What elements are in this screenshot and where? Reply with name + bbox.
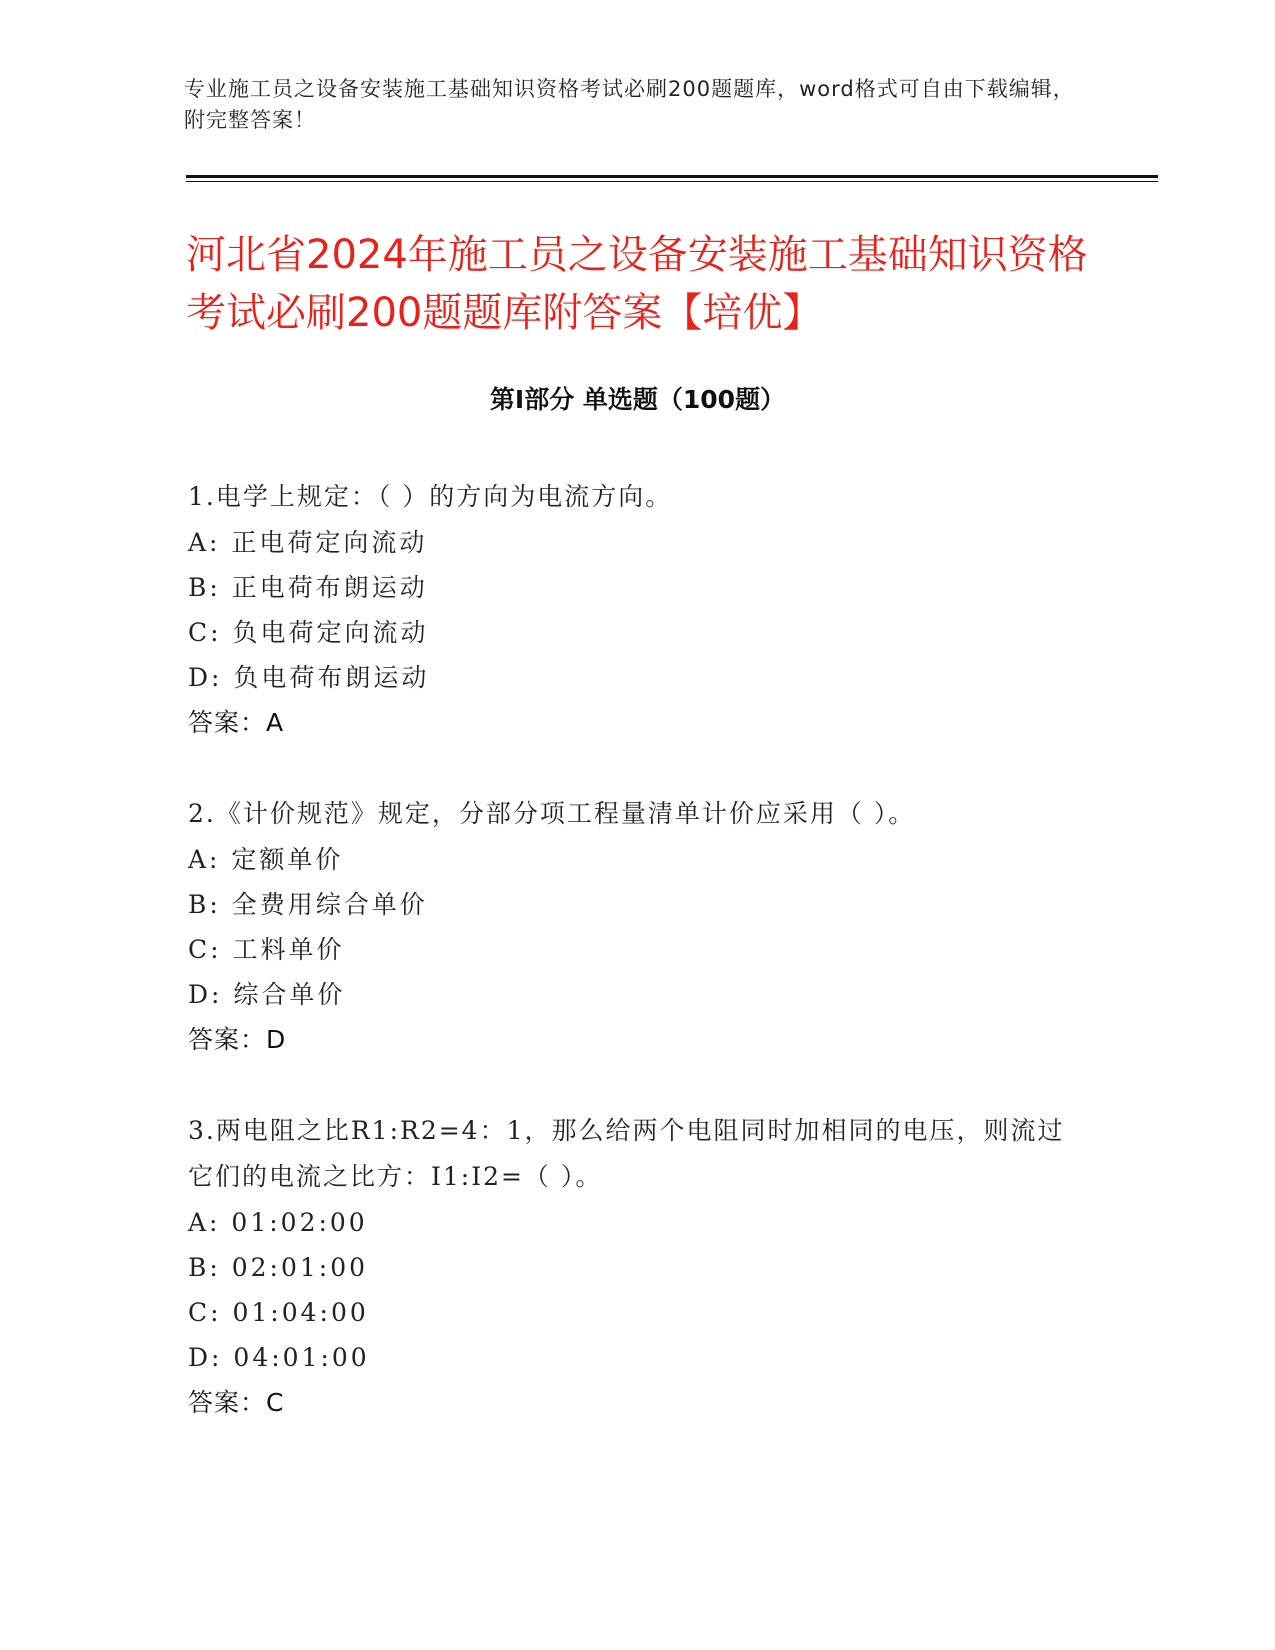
question-3	[188, 1108, 1088, 1426]
option-b: B: 正电荷布朗运动	[188, 573, 428, 602]
answer: 答案：C	[188, 1388, 285, 1417]
option-a: A: 定额单价	[188, 845, 344, 874]
question-2	[188, 791, 1088, 1063]
question-stem: 1.电学上规定：（ ）的方向为电流方向。	[188, 482, 673, 511]
header-note: 专业施工员之设备安装施工基础知识资格考试必刷200题题库，word格式可自由下载编辑，附完整答案！	[184, 77, 1075, 132]
option-d: D: 综合单价	[188, 980, 346, 1009]
option-b: B: 全费用综合单价	[188, 890, 428, 919]
header-divider-thick	[186, 175, 1158, 178]
option-a: A: 正电荷定向流动	[188, 528, 428, 557]
option-c: C: 01:04:00	[188, 1298, 369, 1327]
option-c: C: 工料单价	[188, 935, 345, 964]
option-a: A: 01:02:00	[188, 1208, 368, 1237]
question-1	[188, 474, 1088, 746]
answer: 答案：A	[188, 708, 285, 737]
option-d: D: 负电荷布朗运动	[188, 663, 430, 692]
option-c: C: 负电荷定向流动	[188, 618, 429, 647]
option-d: D: 04:01:00	[188, 1343, 370, 1372]
header-divider-thin	[186, 181, 1158, 182]
section-heading: 第I部分 单选题（100题）	[489, 385, 786, 414]
option-b: B: 02:01:00	[188, 1253, 369, 1282]
question-stem: 2.《计价规范》规定，分部分项工程量清单计价应采用（ ）。	[188, 799, 916, 828]
answer: 答案：D	[188, 1025, 287, 1054]
question-stem: 3.两电阻之比R1:R2=4：1，那么给两个电阻同时加相同的电压，则流过它们的电流之比方：I1:I2=（ ）。	[188, 1116, 1065, 1191]
document-title: 河北省2024年施工员之设备安装施工基础知识资格考试必刷200题题库附答案【培优】	[186, 232, 1088, 336]
